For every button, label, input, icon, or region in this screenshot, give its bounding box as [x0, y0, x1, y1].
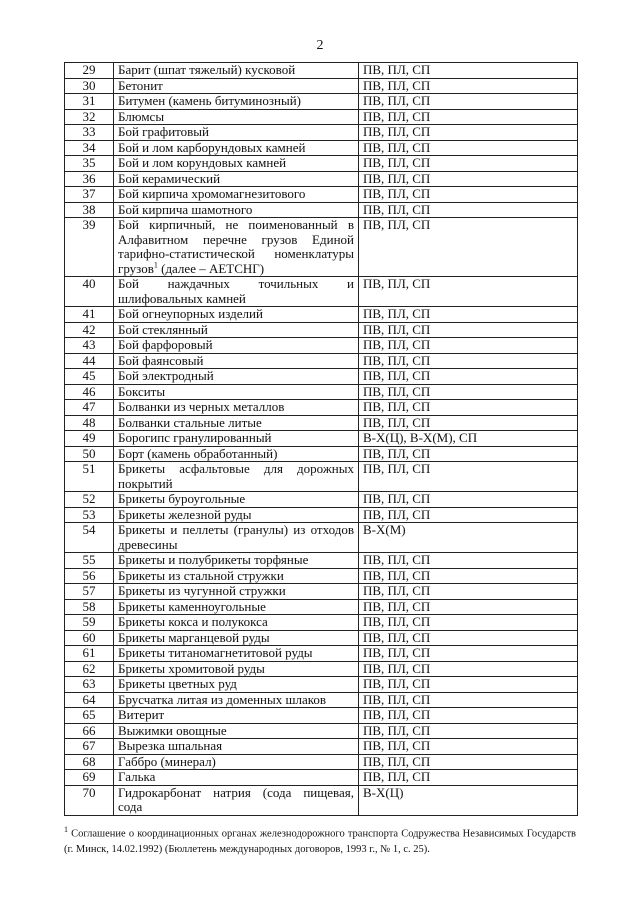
cargo-name-text: Бой кирпичный, не поименованный в Алфавитном перечне грузов Единой тарифно-статистической номенклатуры грузов [118, 217, 354, 276]
cargo-name [114, 708, 359, 724]
table-row [65, 218, 578, 277]
table-row [65, 785, 578, 815]
table-row [65, 754, 578, 770]
cargo-name [114, 384, 359, 400]
table-row [65, 661, 578, 677]
cargo-name [114, 353, 359, 369]
cargo-name-text: Брикеты из стальной стружки [118, 567, 284, 583]
cargo-name [114, 446, 359, 462]
footnote-text: Соглашение о координационных органах железнодорожного транспорта Содружества Независимых Государств (г. Минск, 14.02.1992) (Бюллетень международных договоров, 1993 г., № 1, с. 25). [64, 828, 576, 855]
table-row [65, 307, 578, 323]
cargo-name-text: Витерит [118, 707, 165, 722]
table-row [65, 322, 578, 338]
cargo-name [114, 692, 359, 708]
cargo-name [114, 723, 359, 739]
row-number: 33 [65, 125, 114, 141]
cargo-name-text: Битумен (камень битуминозный) [118, 93, 301, 108]
transport-conditions: ПВ, ПЛ, СП [359, 322, 578, 338]
cargo-name [114, 492, 359, 508]
table-row [65, 492, 578, 508]
table-row [65, 599, 578, 615]
cargo-name [114, 156, 359, 172]
table-row [65, 140, 578, 156]
table-row [65, 677, 578, 693]
transport-conditions: ПВ, ПЛ, СП [359, 754, 578, 770]
cargo-name-text: Бой графитовый [118, 124, 209, 139]
transport-conditions: ПВ, ПЛ, СП [359, 78, 578, 94]
row-number: 47 [65, 400, 114, 416]
transport-conditions: ПВ, ПЛ, СП [359, 492, 578, 508]
cargo-name-text: Бой стеклянный [118, 321, 208, 337]
row-number: 40 [65, 277, 114, 307]
cargo-name [114, 94, 359, 110]
row-number: 65 [65, 708, 114, 724]
table-row [65, 369, 578, 385]
table-row [65, 63, 578, 79]
row-number: 59 [65, 615, 114, 631]
page-number: 2 [316, 38, 324, 53]
transport-conditions: ПВ, ПЛ, СП [359, 599, 578, 615]
cargo-name-text: Брикеты буроугольные [118, 491, 246, 506]
row-number: 41 [65, 307, 114, 323]
cargo-name [114, 568, 359, 584]
row-number: 56 [65, 568, 114, 584]
row-number: 54 [65, 523, 114, 553]
row-number: 52 [65, 492, 114, 508]
row-number: 44 [65, 353, 114, 369]
row-number: 35 [65, 156, 114, 172]
cargo-name-text: Бой кирпича шамотного [118, 201, 253, 217]
cargo-name [114, 415, 359, 431]
cargo-name [114, 125, 359, 141]
cargo-name [114, 218, 359, 277]
table-row [65, 384, 578, 400]
table-row [65, 94, 578, 110]
row-number: 32 [65, 109, 114, 125]
transport-conditions: ПВ, ПЛ, СП [359, 646, 578, 662]
cargo-name [114, 507, 359, 523]
transport-conditions: ПВ, ПЛ, СП [359, 415, 578, 431]
cargo-name [114, 599, 359, 615]
table-row [65, 353, 578, 369]
cargo-table-body [65, 63, 578, 816]
cargo-name [114, 109, 359, 125]
footnote-divider [64, 815, 249, 816]
cargo-name [114, 307, 359, 323]
cargo-name-text: Брикеты из чугунной стружки [118, 583, 286, 598]
row-number: 69 [65, 770, 114, 786]
cargo-name-text: Бокситы [118, 383, 166, 399]
cargo-name [114, 462, 359, 492]
cargo-name [114, 322, 359, 338]
table-row [65, 708, 578, 724]
row-number: 67 [65, 739, 114, 755]
cargo-name [114, 584, 359, 600]
cargo-name-text: Брикеты железной руды [118, 506, 252, 522]
transport-conditions: В-Х(М) [359, 523, 578, 553]
cargo-name [114, 431, 359, 447]
table-row [65, 692, 578, 708]
cargo-name-text: Бой фарфоровый [118, 337, 213, 352]
row-number: 51 [65, 462, 114, 492]
transport-conditions: ПВ, ПЛ, СП [359, 553, 578, 569]
table-row [65, 523, 578, 553]
row-number: 55 [65, 553, 114, 569]
transport-conditions: ПВ, ПЛ, СП [359, 94, 578, 110]
table-row [65, 568, 578, 584]
cargo-name-text: Габбро (минерал) [118, 753, 216, 769]
row-number: 42 [65, 322, 114, 338]
transport-conditions: ПВ, ПЛ, СП [359, 446, 578, 462]
footnote-marker: 1 [64, 825, 68, 834]
row-number: 49 [65, 431, 114, 447]
cargo-name-text: Брикеты асфальтовые для дорожных покрытий [118, 461, 354, 491]
transport-conditions: ПВ, ПЛ, СП [359, 171, 578, 187]
cargo-name-text: Брикеты и пеллеты (гранулы) из отходов древесины [118, 522, 354, 552]
transport-conditions: ПВ, ПЛ, СП [359, 708, 578, 724]
transport-conditions: ПВ, ПЛ, СП [359, 277, 578, 307]
cargo-name-text: Брикеты цветных руд [118, 676, 237, 691]
cargo-name [114, 202, 359, 218]
transport-conditions: ПВ, ПЛ, СП [359, 723, 578, 739]
cargo-name-text: Бой фаянсовый [118, 352, 204, 368]
table-row [65, 553, 578, 569]
cargo-name [114, 630, 359, 646]
cargo-name [114, 754, 359, 770]
cargo-name-text: Бой электродный [118, 368, 214, 383]
cargo-name-text: Брикеты хромитовой руды [118, 660, 265, 676]
row-number: 39 [65, 218, 114, 277]
cargo-name [114, 171, 359, 187]
table-row [65, 338, 578, 354]
transport-conditions: ПВ, ПЛ, СП [359, 125, 578, 141]
cargo-name [114, 661, 359, 677]
cargo-name [114, 140, 359, 156]
transport-conditions: ПВ, ПЛ, СП [359, 187, 578, 203]
cargo-name-text: Бой и лом корундовых камней [118, 155, 287, 170]
row-number: 46 [65, 384, 114, 400]
transport-conditions: ПВ, ПЛ, СП [359, 630, 578, 646]
table-row [65, 431, 578, 447]
footnote [64, 822, 576, 857]
table-row [65, 615, 578, 631]
row-number: 31 [65, 94, 114, 110]
table-row [65, 171, 578, 187]
table-row [65, 507, 578, 523]
table-row [65, 109, 578, 125]
table-row [65, 202, 578, 218]
cargo-name [114, 615, 359, 631]
transport-conditions: В-Х(Ц), В-Х(М), СП [359, 431, 578, 447]
table-row [65, 723, 578, 739]
cargo-name [114, 63, 359, 79]
row-number: 62 [65, 661, 114, 677]
row-number: 66 [65, 723, 114, 739]
cargo-name-text: Болванки стальные литые [118, 414, 262, 430]
table-row [65, 156, 578, 172]
transport-conditions: ПВ, ПЛ, СП [359, 677, 578, 693]
row-number: 34 [65, 140, 114, 156]
row-number: 29 [65, 63, 114, 79]
cargo-name [114, 785, 359, 815]
cargo-name-text: Борогипс гранулированный [118, 430, 272, 445]
cargo-name [114, 78, 359, 94]
cargo-name-text: Гидрокарбонат натрия (сода пищевая, сода [118, 784, 354, 814]
row-number: 30 [65, 78, 114, 94]
cargo-name-text: Бой огнеупорных изделий [118, 306, 263, 321]
row-number: 43 [65, 338, 114, 354]
row-number: 38 [65, 202, 114, 218]
table-row [65, 125, 578, 141]
transport-conditions: ПВ, ПЛ, СП [359, 140, 578, 156]
cargo-name-text: Бой керамический [118, 170, 221, 186]
cargo-name-text: Бой наждачных точильных и шлифовальных камней [118, 276, 354, 306]
cargo-name-text: Бой кирпича хромомагнезитового [118, 186, 306, 201]
cargo-name [114, 369, 359, 385]
cargo-name-text: Брикеты титаномагнетитовой руды [118, 645, 313, 660]
table-row [65, 78, 578, 94]
cargo-name [114, 646, 359, 662]
cargo-name [114, 770, 359, 786]
transport-conditions: ПВ, ПЛ, СП [359, 202, 578, 218]
row-number: 53 [65, 507, 114, 523]
cargo-name-text: Галька [118, 769, 156, 784]
table-row [65, 646, 578, 662]
cargo-name-text: Болванки из черных металлов [118, 399, 285, 414]
cargo-name [114, 277, 359, 307]
cargo-name [114, 677, 359, 693]
transport-conditions: ПВ, ПЛ, СП [359, 661, 578, 677]
table-row [65, 187, 578, 203]
table-row [65, 446, 578, 462]
cargo-name-text: Вырезка шпальная [118, 738, 223, 753]
cargo-name [114, 338, 359, 354]
row-number: 63 [65, 677, 114, 693]
row-number: 50 [65, 446, 114, 462]
footnote-reference: 1 [153, 260, 158, 270]
row-number: 45 [65, 369, 114, 385]
table-row [65, 739, 578, 755]
transport-conditions: ПВ, ПЛ, СП [359, 218, 578, 277]
cargo-table [64, 62, 578, 816]
table-row [65, 630, 578, 646]
cargo-name-text: Борт (камень обработанный) [118, 445, 278, 461]
cargo-name-text: Брикеты марганцевой руды [118, 629, 270, 645]
table-row [65, 462, 578, 492]
table-row [65, 415, 578, 431]
row-number: 58 [65, 599, 114, 615]
transport-conditions: ПВ, ПЛ, СП [359, 369, 578, 385]
transport-conditions: ПВ, ПЛ, СП [359, 507, 578, 523]
cargo-name-text: Брусчатка литая из доменных шлаков [118, 691, 327, 707]
transport-conditions: ПВ, ПЛ, СП [359, 615, 578, 631]
cargo-name [114, 553, 359, 569]
transport-conditions: ПВ, ПЛ, СП [359, 568, 578, 584]
transport-conditions: ПВ, ПЛ, СП [359, 584, 578, 600]
cargo-name [114, 187, 359, 203]
transport-conditions: ПВ, ПЛ, СП [359, 400, 578, 416]
transport-conditions: ПВ, ПЛ, СП [359, 307, 578, 323]
transport-conditions: ПВ, ПЛ, СП [359, 692, 578, 708]
cargo-name-text: Брикеты каменноугольные [118, 598, 266, 614]
cargo-name-text: Брикеты кокса и полукокса [118, 614, 268, 629]
cargo-name [114, 739, 359, 755]
row-number: 68 [65, 754, 114, 770]
table-row [65, 400, 578, 416]
row-number: 61 [65, 646, 114, 662]
row-number: 36 [65, 171, 114, 187]
row-number: 60 [65, 630, 114, 646]
table-row [65, 770, 578, 786]
row-number: 57 [65, 584, 114, 600]
row-number: 48 [65, 415, 114, 431]
transport-conditions: ПВ, ПЛ, СП [359, 338, 578, 354]
row-number: 70 [65, 785, 114, 815]
transport-conditions: ПВ, ПЛ, СП [359, 770, 578, 786]
row-number: 64 [65, 692, 114, 708]
cargo-name-text: Бетонит [118, 77, 163, 93]
transport-conditions: В-Х(Ц) [359, 785, 578, 815]
cargo-name-suffix: (далее – АЕТСНГ) [157, 260, 265, 276]
row-number: 37 [65, 187, 114, 203]
cargo-name-text: Брикеты и полубрикеты торфяные [118, 552, 309, 567]
transport-conditions: ПВ, ПЛ, СП [359, 63, 578, 79]
transport-conditions: ПВ, ПЛ, СП [359, 353, 578, 369]
cargo-name-text: Бой и лом карборундовых камней [118, 139, 306, 155]
cargo-name [114, 523, 359, 553]
cargo-name-text: Барит (шпат тяжелый) кусковой [118, 62, 296, 77]
cargo-name-text: Выжимки овощные [118, 722, 227, 738]
transport-conditions: ПВ, ПЛ, СП [359, 739, 578, 755]
transport-conditions: ПВ, ПЛ, СП [359, 156, 578, 172]
cargo-name-text: Блюмсы [118, 108, 165, 124]
cargo-name [114, 400, 359, 416]
transport-conditions: ПВ, ПЛ, СП [359, 109, 578, 125]
table-row [65, 277, 578, 307]
transport-conditions: ПВ, ПЛ, СП [359, 384, 578, 400]
transport-conditions: ПВ, ПЛ, СП [359, 462, 578, 492]
table-row [65, 584, 578, 600]
